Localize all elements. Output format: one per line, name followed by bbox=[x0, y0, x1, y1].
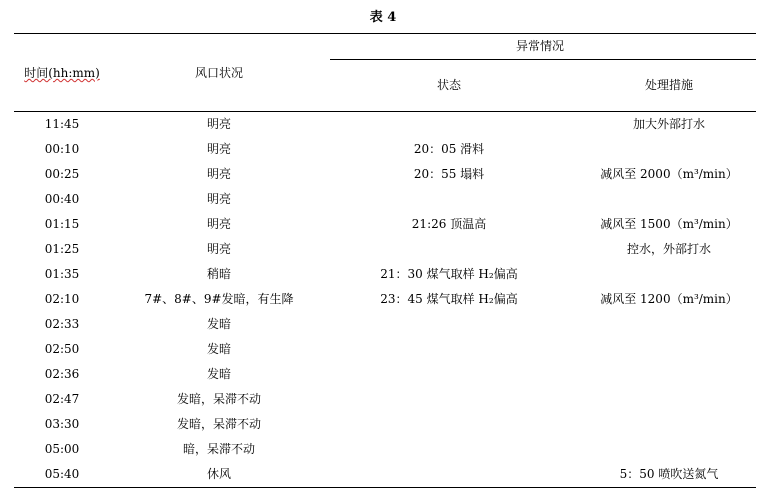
cell-action bbox=[569, 437, 766, 462]
cell-vent-status: 明亮 bbox=[206, 167, 231, 181]
table-row bbox=[14, 112, 756, 137]
cell-state bbox=[374, 112, 524, 137]
cell-time: 02:47 bbox=[44, 392, 80, 406]
cell-time: 02:10 bbox=[44, 292, 80, 306]
cell-vent-status: 发暗，呆滞不动 bbox=[176, 392, 261, 406]
table-row bbox=[14, 462, 756, 487]
cell-vent-status: 稍暗 bbox=[206, 267, 231, 281]
cell-vent-status: 发暗 bbox=[206, 317, 231, 331]
cell-vent-status: 发暗 bbox=[206, 367, 231, 381]
cell-time: 11:45 bbox=[44, 117, 80, 131]
cell-vent-status: 发暗，呆滞不动 bbox=[176, 417, 261, 431]
top-rule bbox=[14, 33, 756, 34]
cell-vent-status: 明亮 bbox=[206, 142, 231, 156]
table-title: 表 4 bbox=[369, 10, 397, 25]
cell-action bbox=[569, 312, 766, 337]
cell-state: 20：05 滑料 bbox=[413, 142, 485, 156]
cell-vent-status: 明亮 bbox=[206, 242, 231, 256]
cell-time: 00:25 bbox=[44, 167, 80, 181]
cell-vent-status: 明亮 bbox=[206, 192, 231, 206]
bottom-rule bbox=[14, 487, 756, 488]
cell-state bbox=[374, 337, 524, 362]
cell-time: 02:33 bbox=[44, 317, 80, 331]
table-row bbox=[14, 337, 756, 362]
header-vent-status: 风口状况 bbox=[194, 66, 243, 80]
cell-time: 05:40 bbox=[44, 467, 80, 481]
cell-time: 02:50 bbox=[44, 342, 80, 356]
cell-state: 21：30 煤气取样 H₂偏高 bbox=[380, 267, 518, 281]
cell-time: 01:35 bbox=[44, 267, 80, 281]
cell-time: 01:25 bbox=[44, 242, 80, 256]
cell-time: 03:30 bbox=[44, 417, 80, 431]
table-row bbox=[14, 412, 756, 437]
table-row bbox=[14, 187, 756, 212]
cell-action: 减风至 1500（m³/min） bbox=[600, 217, 738, 231]
cell-vent-status: 明亮 bbox=[206, 117, 231, 131]
cell-state bbox=[374, 312, 524, 337]
cell-time: 00:10 bbox=[44, 142, 80, 156]
cell-vent-status: 发暗 bbox=[206, 342, 231, 356]
header-time: 时间(hh:mm) bbox=[24, 66, 100, 80]
cell-action: 加大外部打水 bbox=[632, 117, 705, 131]
cell-state: 21:26 顶温高 bbox=[411, 217, 487, 231]
cell-state bbox=[374, 412, 524, 437]
cell-state: 20：55 塌料 bbox=[413, 167, 485, 181]
cell-vent-status: 暗，呆滞不动 bbox=[182, 442, 255, 456]
cell-state: 23：45 煤气取样 H₂偏高 bbox=[380, 292, 518, 306]
cell-time: 00:40 bbox=[44, 192, 80, 206]
table-row bbox=[14, 137, 756, 162]
cell-action bbox=[569, 362, 766, 387]
table-row bbox=[14, 437, 756, 462]
group-rule bbox=[330, 59, 756, 60]
cell-state bbox=[374, 387, 524, 412]
table-row bbox=[14, 312, 756, 337]
cell-vent-status: 明亮 bbox=[206, 217, 231, 231]
cell-action bbox=[569, 187, 766, 212]
cell-state bbox=[374, 187, 524, 212]
cell-vent-status: 7#、8#、9#发暗，有生降 bbox=[144, 292, 294, 306]
table-row bbox=[14, 162, 756, 187]
table-row bbox=[14, 237, 756, 262]
table-row bbox=[14, 262, 756, 287]
cell-time: 05:00 bbox=[44, 442, 80, 456]
cell-state bbox=[374, 362, 524, 387]
header-action: 处理措施 bbox=[644, 78, 693, 92]
cell-vent-status: 休风 bbox=[206, 467, 231, 481]
header-state: 状态 bbox=[436, 78, 461, 92]
cell-state bbox=[374, 462, 524, 487]
cell-time: 01:15 bbox=[44, 217, 80, 231]
cell-time: 02:36 bbox=[44, 367, 80, 381]
cell-action: 控水，外部打水 bbox=[626, 242, 711, 256]
table-row bbox=[14, 362, 756, 387]
cell-state bbox=[374, 437, 524, 462]
table-row bbox=[14, 287, 756, 312]
cell-state bbox=[374, 237, 524, 262]
cell-action: 减风至 1200（m³/min） bbox=[600, 292, 738, 306]
cell-action: 5：50 喷吹送氮气 bbox=[619, 467, 719, 481]
cell-action bbox=[569, 412, 766, 437]
cell-action bbox=[569, 262, 766, 287]
table-row bbox=[14, 387, 756, 412]
table-row bbox=[14, 212, 756, 237]
cell-action bbox=[569, 387, 766, 412]
cell-action: 减风至 2000（m³/min） bbox=[600, 167, 738, 181]
cell-action bbox=[569, 137, 766, 162]
cell-action bbox=[569, 337, 766, 362]
header-abnormal-group: 异常情况 bbox=[515, 39, 564, 53]
